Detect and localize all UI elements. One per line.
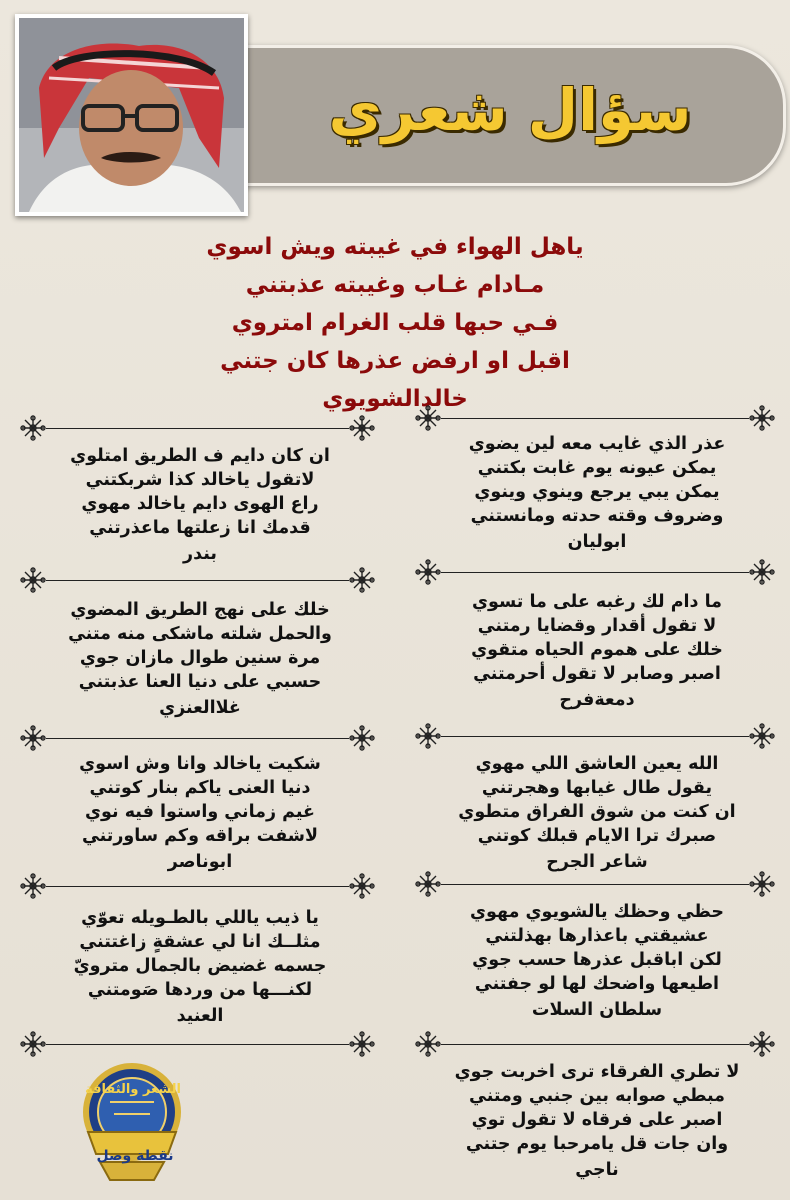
verse-author: بندر: [183, 544, 217, 564]
verse-line: اصبر على فرقاه لا تقول توي: [471, 1110, 723, 1130]
verse-author: ابوناصر: [167, 852, 233, 872]
flourish-icon: [415, 723, 441, 749]
flourish-icon: [349, 873, 375, 899]
divider: [20, 1030, 375, 1058]
flourish-icon: [749, 1031, 775, 1057]
flourish-icon: [349, 567, 375, 593]
poet-portrait-image: [19, 18, 244, 212]
divider: [20, 566, 375, 594]
intro-author: خالدالشويوي: [322, 386, 468, 412]
verse-line: يمكن يبي يرجع وينوي وينوي: [474, 482, 720, 502]
verse-line: لا تطري الفرقاء ترى اخربت جوي: [454, 1062, 740, 1082]
verse-line: وان جات قل يامرحبا يوم جتني: [465, 1134, 729, 1154]
verse-author: ناجي: [575, 1160, 619, 1180]
verse-line: لاشفت براقه وكم ساورتني: [81, 826, 319, 846]
verse-author: شاعر الجرح: [546, 852, 648, 872]
verse-line: دنيا العنى ياكم بنار كوتني: [89, 778, 311, 798]
verse-line: اصبر وصابر لا تقول أحرمتني: [473, 664, 721, 684]
verse-block: [25, 444, 375, 566]
verse-line: شكيت ياخالد وانا وش اسوي: [79, 754, 321, 774]
verse-author: غلاالعنزي: [159, 698, 241, 718]
verse-line: لكن اباقبل عذرها حسب جوي: [472, 950, 722, 970]
divider: [415, 722, 775, 750]
flourish-icon: [415, 1031, 441, 1057]
divider: [20, 724, 375, 752]
page-title: سؤال شعري: [328, 76, 692, 144]
flourish-icon: [20, 415, 46, 441]
verse-line: ان كان دايم ف الطريق امتلوي: [70, 446, 330, 466]
flourish-icon: [349, 1031, 375, 1057]
verse-line: مرة سنين طوال مازان جوي: [79, 648, 321, 668]
intro-line: فـي حبها قلب الغرام امتروي: [231, 310, 559, 336]
verse-block: [25, 752, 375, 874]
verse-line: حسبي على دنيا العنا عذبتني: [78, 672, 322, 692]
divider: [415, 1030, 775, 1058]
verse-block: [422, 432, 772, 554]
intro-line: مـادام غـاب وغيبته عذبتني: [245, 272, 545, 298]
verse-line: وضروف وقته حدته ومانستني: [470, 506, 724, 526]
flourish-icon: [415, 559, 441, 585]
intro-line: ياهل الهواء في غيبته ويش اسوي: [206, 234, 584, 260]
intro-line: اقبل او ارفض عذرها كان جتني: [220, 348, 570, 374]
flourish-icon: [749, 723, 775, 749]
verse-line: لا تقول أقدار وقضايا رمتني: [477, 616, 717, 636]
verse-line: لاتقول ياخالد كذا شربكتني: [85, 470, 315, 490]
flourish-icon: [749, 559, 775, 585]
poet-photo-frame: [15, 14, 248, 216]
divider: [415, 558, 775, 586]
verse-author: دمعةفرح: [559, 690, 635, 710]
verse-line: والحمل شلته ماشكى منه متني: [68, 624, 332, 644]
divider: [20, 414, 375, 442]
flourish-icon: [415, 871, 441, 897]
verse-line: جسمه غضيض بالجمال مترويّ: [73, 956, 327, 976]
flourish-icon: [749, 405, 775, 431]
verse-line: غيم زماني واستوا فيه نوي: [85, 802, 315, 822]
verse-block: [422, 1060, 772, 1182]
verse-line: ان كنت من شوق الفراق متطوي: [458, 802, 736, 822]
flourish-icon: [20, 725, 46, 751]
flourish-icon: [349, 415, 375, 441]
verse-line: لكنـــها من وردها صَومتني: [87, 980, 313, 1000]
verse-block: [25, 598, 375, 720]
verse-line: حظي وحظك يالشويوي مهوي: [470, 902, 724, 922]
verse-line: خلك على نهج الطريق المضوي: [70, 600, 330, 620]
verse-line: عشيقتي باعذارها بهذلتني: [485, 926, 709, 946]
flourish-icon: [749, 871, 775, 897]
logo-title: الشعر والثقافة: [85, 1082, 181, 1097]
divider: [415, 404, 775, 432]
flourish-icon: [20, 1031, 46, 1057]
verse-line: مثلــك انا لي عشقةٍ زاغتتني: [79, 932, 321, 952]
verse-author: سلطان السلات: [531, 1000, 663, 1020]
poet-photo: [19, 18, 244, 212]
verse-block: [25, 906, 375, 1028]
verse-line: يا ذيب ياللي بالطـويله تعوّي: [81, 908, 319, 928]
culture-logo: [80, 1062, 185, 1187]
intro-verse: [130, 228, 660, 418]
verse-line: يقول طال غيابها وهجرتني: [481, 778, 713, 798]
flourish-icon: [20, 567, 46, 593]
verse-line: مبطي صوابه بين جنبي ومتني: [469, 1086, 725, 1106]
verse-line: اطيعها واضحك لها لو جفتني: [474, 974, 720, 994]
flourish-icon: [20, 873, 46, 899]
flourish-icon: [349, 725, 375, 751]
divider: [20, 872, 375, 900]
verse-line: الله يعين العاشق اللي مهوي: [475, 754, 719, 774]
verse-block: [422, 900, 772, 1022]
verse-line: قدمك انا زعلتها ماعذرتني: [89, 518, 311, 538]
verse-author: ابوليان: [567, 532, 627, 552]
flourish-icon: [415, 405, 441, 431]
verse-block: [422, 590, 772, 712]
verse-line: راع الهوى دايم ياخالد مهوي: [81, 494, 319, 514]
verse-line: خلك على هموم الحياه متقوي: [471, 640, 723, 660]
verse-line: عذر الذي غايب معه لين يضوي: [468, 434, 726, 454]
verse-author: العنيد: [176, 1006, 224, 1026]
verse-line: ما دام لك رغبه على ما تسوي: [471, 592, 723, 612]
divider: [415, 870, 775, 898]
verse-block: [422, 752, 772, 874]
logo-subtitle: نقطة وصل: [96, 1148, 174, 1164]
verse-line: يمكن عيونه يوم غابت بكتني: [477, 458, 717, 478]
verse-line: صبرك ترا الايام قبلك كوتني: [477, 826, 717, 846]
